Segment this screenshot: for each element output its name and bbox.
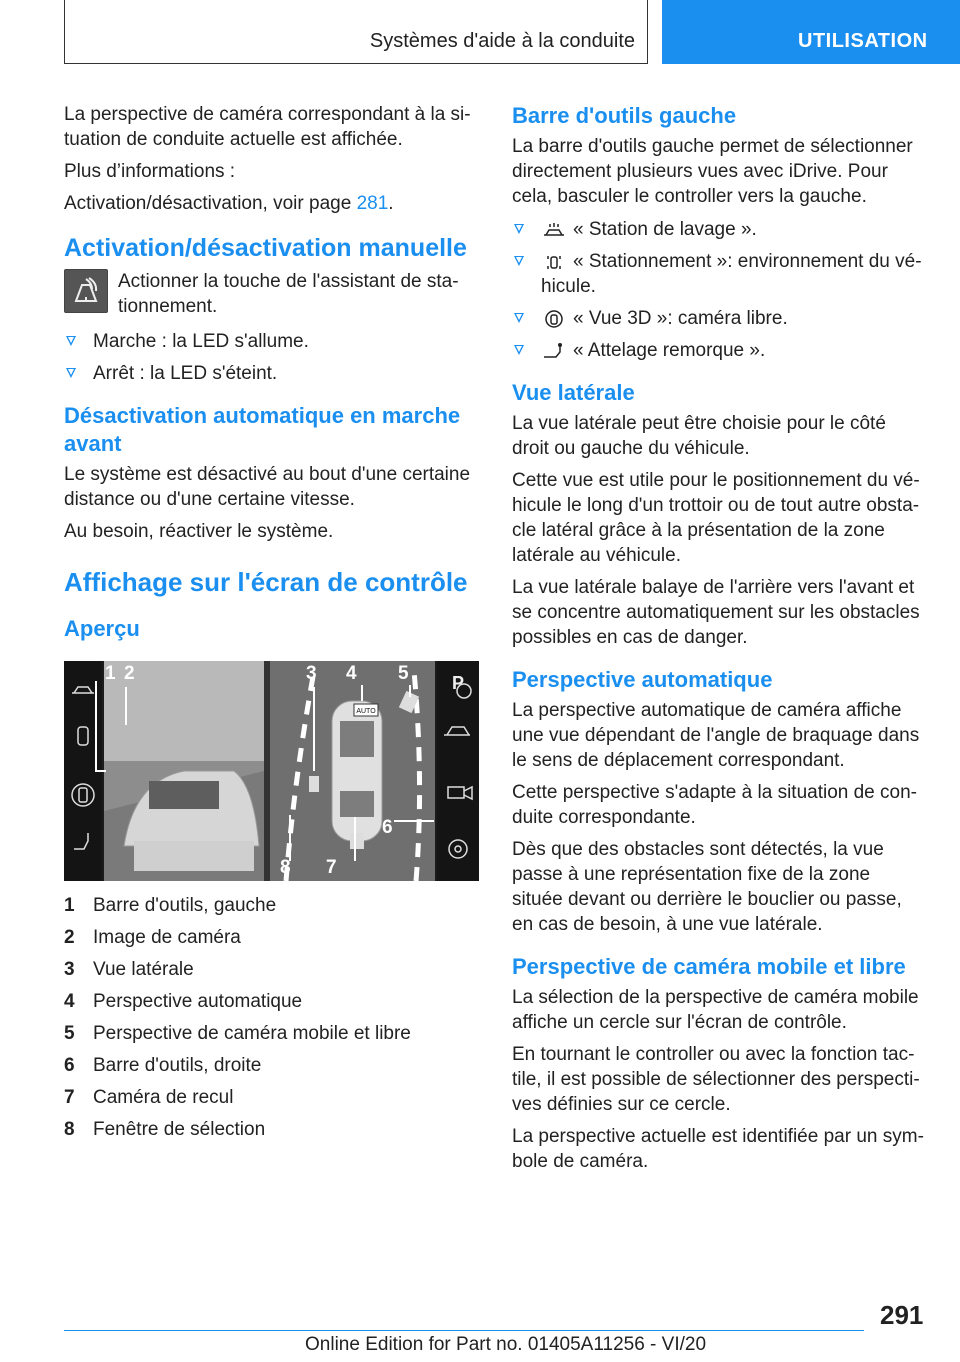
legend-text: Barre d'outils, droite — [93, 1055, 262, 1076]
footer-rule — [64, 1330, 864, 1331]
legend-item — [64, 1053, 479, 1078]
heading-side-view: Vue latérale — [512, 380, 635, 405]
list-item — [512, 306, 926, 331]
bullet-triangle-icon — [66, 336, 76, 346]
heading-overview: Aperçu — [64, 616, 140, 641]
legend-text: Image de caméra — [93, 927, 241, 948]
list-item-text: « Station de lavage ». — [573, 219, 757, 240]
callout-7: 7 — [326, 857, 337, 878]
bullet-triangle-icon — [514, 345, 524, 355]
paragraph-with-link — [64, 191, 479, 216]
legend-item — [64, 1085, 479, 1110]
park-label: P — [452, 673, 465, 693]
list-item — [512, 217, 926, 242]
paragraph: Cette vue est utile pour le positionnement du véhicule le long d'un trottoir ou de tout autre obstacle latéral grâce à la présentation de la zone latérale au véhicule. — [512, 470, 920, 566]
bullet-triangle-icon — [514, 313, 524, 323]
section-title: Systèmes d'aide à la conduite — [369, 30, 635, 52]
legend-number: 7 — [64, 1087, 75, 1108]
paragraph-text: Activation/désactivation, voir page — [64, 193, 357, 214]
paragraph: La perspective automatique de caméra affiche une vue dépendant de l'angle de braquage dans le sens de déplacement correspondant. — [512, 700, 920, 771]
legend-text: Perspective de caméra mobile et libre — [93, 1023, 411, 1044]
list-item-text: « Vue 3D »: caméra libre. — [573, 308, 788, 329]
paragraph: La barre d'outils gauche permet de sélectionner directement plusieurs vues avec iDrive. Pour cela, basculer le controller vers la gauche. — [512, 136, 913, 207]
legend-item — [64, 925, 479, 950]
callout-5: 5 — [398, 663, 409, 684]
legend-text: Caméra de recul — [93, 1087, 234, 1108]
paragraph: La vue latérale peut être choisie pour le côté droit ou gauche du véhicule. — [512, 413, 886, 459]
page-number: 291 — [880, 1300, 924, 1330]
paragraph: La perspective actuelle est identifiée par un symbole de caméra. — [512, 1126, 924, 1172]
page-link[interactable]: 281 — [356, 193, 389, 214]
camera-view-figure — [64, 661, 479, 881]
callout-1: 1 — [105, 663, 116, 684]
manual-instruction — [64, 269, 479, 319]
legend-item — [64, 893, 479, 918]
paragraph: En tournant le controller ou avec la fonction tactile, il est possible de sélectionner des perspectives définies sur ce cercle. — [512, 1044, 920, 1115]
list-item — [512, 338, 926, 363]
legend-number: 8 — [64, 1119, 75, 1140]
paragraph: Cette perspective s'adapte à la situation de conduite correspondante. — [512, 782, 917, 828]
list-item-text: Marche : la LED s'allume. — [93, 331, 309, 352]
camera-screen-illustration — [64, 661, 479, 881]
legend-item — [64, 1117, 479, 1142]
heading-auto-perspective: Perspective automatique — [512, 667, 773, 692]
legend-text: Vue latérale — [93, 959, 194, 980]
auto-view-label: AUTO — [356, 708, 376, 715]
paragraph: Plus d’informations : — [64, 161, 236, 182]
paragraph: Au besoin, réactiver le système. — [64, 521, 334, 542]
heading-toolbar: Barre d'outils gauche — [512, 103, 737, 128]
toolbar-list — [512, 217, 926, 363]
list-item-text: Arrêt : la LED s'éteint. — [93, 363, 278, 384]
heading-auto-off: Désactivation automatique en marche avant — [64, 403, 461, 456]
paragraph: La perspective de caméra correspondant à la situation de conduite actuelle est affichée. — [64, 104, 471, 150]
heading-display: Affichage sur l'écran de contrôle — [64, 567, 468, 597]
legend-text: Perspective automatique — [93, 991, 303, 1012]
park-assist-button-icon — [64, 269, 108, 313]
legend-text: Barre d'outils, gauche — [93, 895, 277, 916]
callout-3: 3 — [306, 663, 317, 684]
legend-number: 5 — [64, 1023, 75, 1044]
bullet-triangle-icon — [514, 224, 524, 234]
callout-6: 6 — [382, 817, 393, 838]
list-item — [64, 361, 479, 386]
list-item-text: « Attelage remorque ». — [573, 340, 766, 361]
bullet-triangle-icon — [514, 256, 524, 266]
heading-manual: Activation/désactivation manuelle — [64, 234, 467, 262]
legend-item — [64, 957, 479, 982]
left-column — [64, 102, 479, 1149]
paragraph: Dès que des obstacles sont détectés, la vue passe à une représentation fixe de la zone située devant ou derrière le bouclier ou passe, en cas de besoin, à une vue latérale. — [512, 839, 902, 935]
legend-number: 1 — [64, 895, 75, 916]
parking-surround-icon — [541, 253, 567, 271]
car-wash-icon — [541, 221, 567, 239]
3d-view-icon — [541, 310, 567, 328]
callout-8: 8 — [280, 857, 291, 878]
right-column — [512, 102, 926, 1181]
bullet-triangle-icon — [66, 368, 76, 378]
led-list — [64, 329, 479, 386]
header-box — [64, 0, 648, 64]
legend-item — [64, 989, 479, 1014]
chapter-tab-label: UTILISATION — [798, 30, 928, 52]
legend-number: 4 — [64, 991, 75, 1012]
paragraph: Le système est désactivé au bout d'une certaine distance ou d'une certaine vitesse. — [64, 464, 471, 510]
list-item-text: « Stationnement »: environnement du véhicule. — [541, 251, 922, 297]
paragraph-end: . — [388, 193, 394, 214]
legend-text: Fenêtre de sélection — [93, 1119, 266, 1140]
heading-free-camera: Perspective de caméra mobile et libre — [512, 954, 906, 979]
footer-edition: Online Edition for Part no. 01405A11256 - VI/20 — [305, 1334, 707, 1355]
legend-number: 2 — [64, 927, 75, 948]
callout-4: 4 — [346, 663, 357, 684]
paragraph: La sélection de la perspective de caméra mobile affiche un cercle sur l'écran de contrôle. — [512, 987, 919, 1033]
paragraph: La vue latérale balaye de l'arrière vers l'avant et se concentre automatiquement sur les obstacles possibles en cas de danger. — [512, 577, 920, 648]
legend-number: 3 — [64, 959, 75, 980]
legend-item — [64, 1021, 479, 1046]
list-item — [512, 249, 926, 299]
manual-text: Actionner la touche de l'assistant de stationnement. — [118, 271, 459, 317]
callout-2: 2 — [124, 663, 135, 684]
legend-number: 6 — [64, 1055, 75, 1076]
list-item — [64, 329, 479, 354]
trailer-hitch-icon — [541, 342, 567, 360]
figure-legend — [64, 893, 479, 1142]
